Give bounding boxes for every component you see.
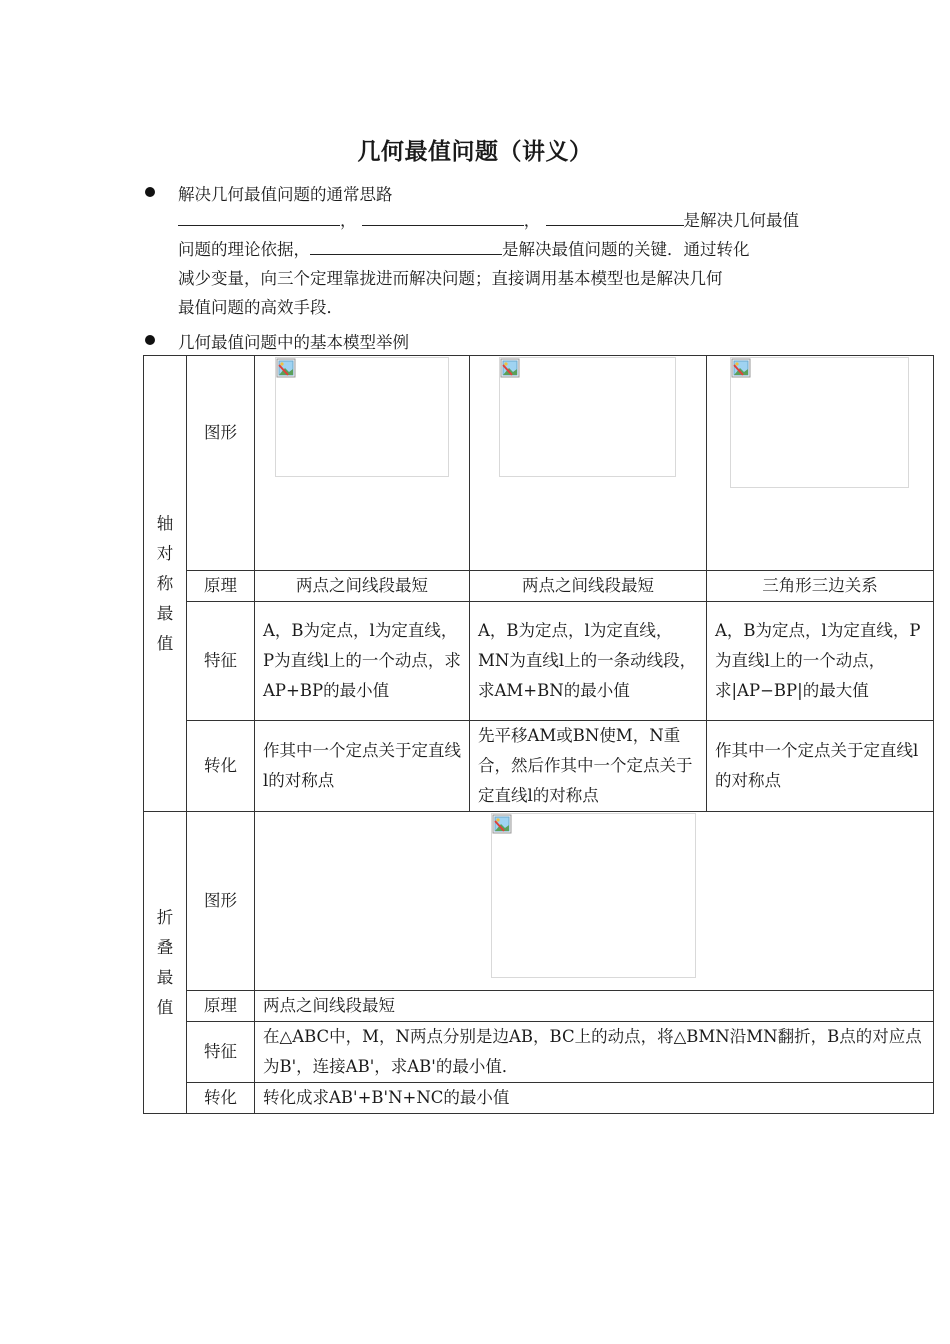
category-char: 最 (156, 967, 174, 987)
row-label-transform: 转化 (187, 1083, 255, 1114)
figure-image (275, 357, 449, 477)
broken-image-icon (500, 358, 520, 378)
broken-image-icon (731, 358, 751, 378)
separator: ， (340, 211, 357, 230)
fill-blank[interactable] (178, 208, 340, 226)
row-label-figure: 图形 (187, 812, 255, 991)
paragraph-text: 是解决最值问题的关键．通过转化 (502, 240, 750, 259)
row-label-transform: 转化 (187, 721, 255, 812)
figure-cell (707, 356, 934, 571)
table-row (144, 602, 934, 721)
table-row (144, 812, 934, 991)
paragraph-line (178, 206, 818, 235)
category-cell (144, 812, 187, 1114)
fill-blank[interactable] (310, 237, 502, 255)
category-char: 对 (156, 543, 174, 563)
transform-cell: 先平移AM或BN使M，N重合，然后作其中一个定点关于定直线l的对称点 (470, 721, 707, 812)
paragraph-text: 是解决几何最值 (683, 211, 799, 230)
category-char: 折 (156, 907, 174, 927)
table-row (144, 721, 934, 812)
bullet-dot-icon (145, 187, 155, 197)
figure-cell (255, 812, 934, 991)
feature-cell: A，B为定点，l为定直线，P为直线l上的一个动点，求|AP−BP|的最大值 (707, 602, 934, 721)
paragraph-line (178, 235, 818, 264)
broken-image-icon (276, 358, 296, 378)
principle-cell: 两点之间线段最短 (470, 571, 707, 602)
category-char: 值 (156, 997, 174, 1017)
transform-cell: 转化成求AB'+B'N+NC的最小值 (255, 1083, 934, 1114)
intro-paragraph (178, 206, 818, 322)
page-title: 几何最值问题（讲义） (357, 139, 593, 165)
category-char: 最 (156, 603, 174, 623)
figure-image (730, 357, 909, 488)
feature-cell: A，B为定点，l为定直线，MN为直线l上的一条动线段，求AM+BN的最小值 (470, 602, 707, 721)
paragraph-line: 最值问题的高效手段． (178, 298, 343, 317)
bullet-text: 解决几何最值问题的通常思路 (178, 185, 393, 204)
row-label-principle: 原理 (187, 991, 255, 1022)
figure-cell (255, 356, 470, 571)
category-cell (144, 356, 187, 812)
feature-cell: A，B为定点，l为定直线，P为直线l上的一个动点，求AP+BP的最小值 (255, 602, 470, 721)
figure-image (491, 813, 696, 978)
table-row (144, 356, 934, 571)
bullet-text: 几何最值问题中的基本模型举例 (178, 333, 409, 352)
separator: ， (523, 211, 541, 230)
transform-cell: 作其中一个定点关于定直线l的对称点 (255, 721, 470, 812)
table-row (144, 991, 934, 1022)
table-row (144, 1083, 934, 1114)
fill-blank[interactable] (546, 208, 684, 226)
paragraph-text: 问题的理论依据， (178, 240, 310, 259)
paragraph-line: 减少变量，向三个定理靠拢进而解决问题；直接调用基本模型也是解决几何 (178, 269, 723, 288)
fill-blank[interactable] (362, 208, 524, 226)
feature-cell: 在△ABC中，M，N两点分别是边AB，BC上的动点，将△BMN沿MN翻折，B点的对应点为B'，连接AB'，求AB'的最小值． (255, 1022, 934, 1083)
category-char: 叠 (156, 937, 174, 957)
row-label-figure: 图形 (187, 356, 255, 571)
models-table (143, 355, 934, 1114)
row-label-feature: 特征 (187, 1022, 255, 1083)
figure-cell (470, 356, 707, 571)
category-char: 值 (156, 633, 174, 653)
principle-cell: 两点之间线段最短 (255, 991, 934, 1022)
category-char: 称 (156, 573, 174, 593)
principle-cell: 两点之间线段最短 (255, 571, 470, 602)
broken-image-icon (492, 814, 512, 834)
category-char: 轴 (156, 513, 174, 533)
table-row (144, 571, 934, 602)
row-label-feature: 特征 (187, 602, 255, 721)
bullet-dot-icon (145, 335, 155, 345)
figure-image (499, 357, 676, 477)
principle-cell: 三角形三边关系 (707, 571, 934, 602)
table-row (144, 1022, 934, 1083)
transform-cell: 作其中一个定点关于定直线l的对称点 (707, 721, 934, 812)
row-label-principle: 原理 (187, 571, 255, 602)
